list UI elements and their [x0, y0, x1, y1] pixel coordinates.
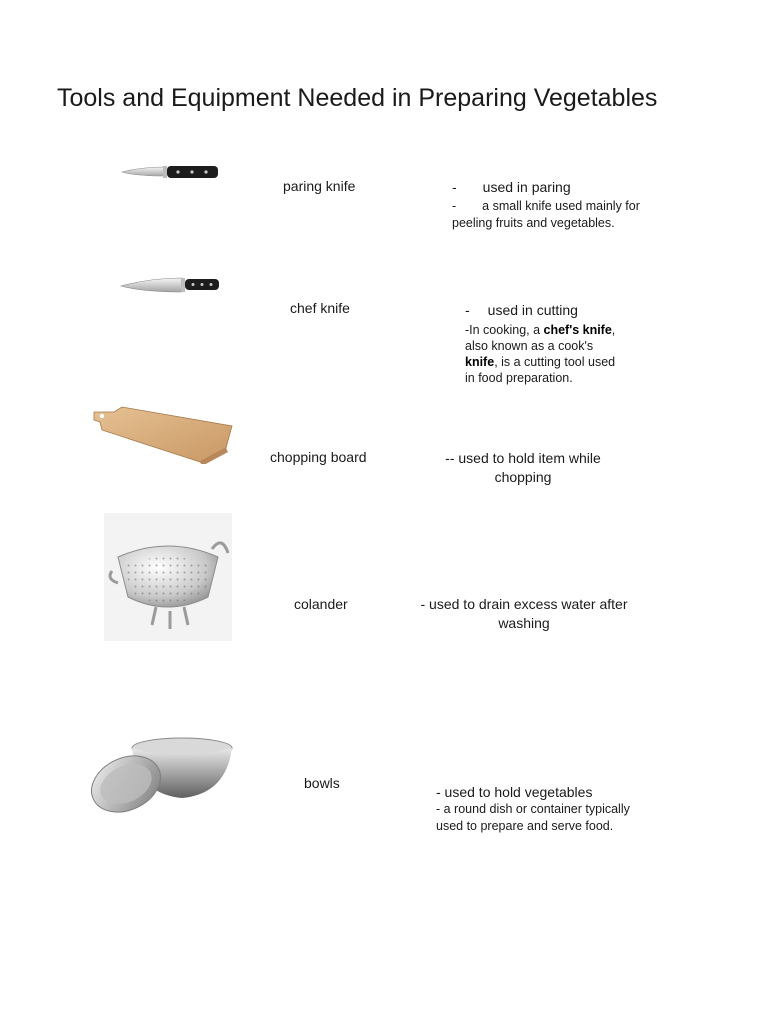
- item-use: [465, 301, 578, 320]
- bullet: -: [465, 302, 470, 318]
- item-description: [452, 198, 642, 232]
- bowls-picture: [86, 732, 234, 828]
- description-bold: knife: [465, 355, 495, 369]
- description-text: , is a cutting tool used in food preparation.: [465, 355, 616, 385]
- chef-knife-icon: [118, 272, 224, 298]
- item-name: bowls: [304, 775, 340, 791]
- description-text: -In cooking, a: [465, 323, 544, 337]
- description-bold: chef's knife: [543, 323, 612, 337]
- item-description: [465, 322, 627, 386]
- page-title: Tools and Equipment Needed in Preparing Vegetables: [57, 84, 658, 112]
- colander-picture: [104, 513, 232, 641]
- chopping-board-picture: [92, 404, 234, 464]
- bullet: -: [452, 199, 457, 213]
- item-use: [452, 178, 571, 197]
- item-use: - used to drain excess water after washing: [420, 596, 628, 631]
- use-text: used in paring: [482, 179, 571, 195]
- paring-knife-picture: [118, 160, 224, 184]
- item-name: paring knife: [283, 178, 356, 194]
- description-text: , also known as a cook's: [465, 323, 616, 353]
- use-text: used in cutting: [487, 302, 578, 318]
- paring-knife-icon: [118, 160, 224, 184]
- description-text: a small knife used: [482, 199, 583, 213]
- item-name: chopping board: [270, 449, 367, 465]
- chef-knife-picture: [118, 272, 224, 298]
- colander-icon: [104, 513, 232, 641]
- item-name: colander: [294, 596, 348, 612]
- bowls-icon: [86, 732, 234, 828]
- description-text-cont: mainly for peeling fruits and vegetables.: [452, 199, 640, 230]
- item-name: chef knife: [290, 300, 350, 316]
- item-use: - used to hold vegetables: [436, 784, 593, 800]
- item-use: -- used to hold item while chopping: [445, 450, 601, 485]
- item-description: - a round dish or container typically used to prepare and serve food.: [436, 802, 630, 833]
- bullet: -: [452, 179, 457, 195]
- chopping-board-icon: [92, 404, 234, 464]
